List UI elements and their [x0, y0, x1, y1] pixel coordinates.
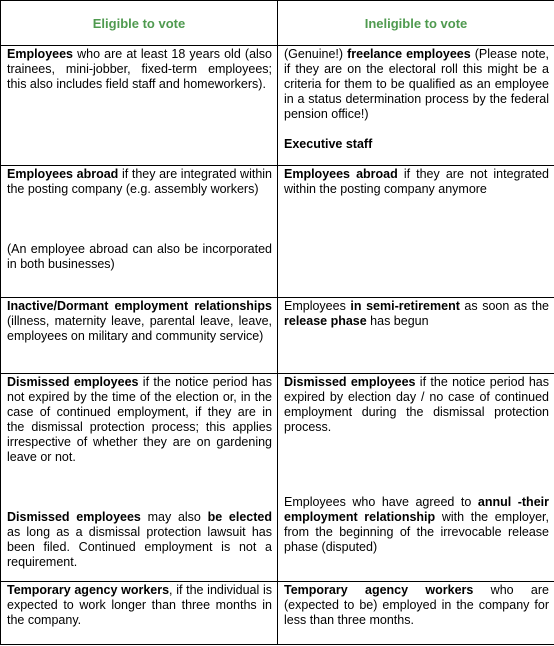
bold-text: be elected	[207, 510, 273, 524]
text: if the notice period has expired by election day / no case of continued employment during the dismissal protection process.	[284, 375, 550, 434]
header-ineligible: Ineligible to vote	[278, 1, 554, 46]
cell-paragraph	[7, 510, 272, 570]
text: (illness, maternity leave, parental leave, leave, employees on military and community service)	[7, 314, 272, 343]
text: has begun	[366, 314, 429, 328]
bold-text: annul -their employment relationship	[284, 495, 549, 524]
header-eligible: Eligible to vote	[1, 1, 278, 46]
text: (Please note, if they are on the electoral roll this might be a criteria for them to be qualified as an employee in a status determination process by the federal pension office!)	[284, 47, 549, 121]
bold-text: Employees	[7, 47, 74, 61]
table-row	[1, 46, 554, 166]
table-row	[1, 374, 554, 582]
bold-text: Employees abroad	[284, 167, 398, 181]
bold-text: Dismissed employees	[7, 375, 139, 389]
bold-text: Executive staff	[284, 137, 373, 151]
bold-text: freelance employees	[347, 47, 471, 61]
text: Employees who have agreed to	[284, 495, 478, 509]
eligible-cell	[1, 46, 278, 166]
text: , if the individual is expected to work longer than three months in the company.	[7, 583, 272, 627]
cell-paragraph	[284, 375, 549, 435]
cell-paragraph	[284, 583, 549, 628]
eligible-cell	[1, 374, 278, 582]
cell-paragraph	[284, 137, 549, 152]
ineligible-cell	[278, 46, 554, 166]
ineligible-cell	[278, 582, 554, 645]
text: (Genuine!)	[284, 47, 348, 61]
bold-text: Employees abroad	[7, 167, 119, 181]
bold-text: Inactive/Dormant employment relationships	[7, 299, 272, 313]
text: who are at least 18 years old (also trainees, mini-jobber, fixed-term employees; this also includes field staff and homeworkers).	[7, 47, 272, 91]
cell-paragraph	[284, 495, 549, 555]
bold-text: release phase	[284, 314, 367, 328]
bold-text: Dismissed employees	[7, 510, 141, 524]
text: if they are integrated within the posting company (e.g. assembly workers)	[7, 167, 272, 196]
cell-paragraph	[7, 242, 272, 272]
text: as long as a dismissal protection lawsuit has been filed. Continued employment is not a requirement.	[7, 525, 272, 569]
text: if the notice period has not expired by the time of the election or, in the case of continued employment, if they are in the dismissal protection process; this applies irrespective of whether they are on gardening leave or not.	[7, 375, 273, 464]
eligible-cell	[1, 582, 278, 645]
text: if they are not integrated within the posting company anymore	[284, 167, 549, 196]
cell-paragraph	[7, 167, 272, 197]
ineligible-cell	[278, 374, 554, 582]
text: with the employer, from the beginning of the irrevocable release phase (disputed)	[284, 510, 549, 554]
text: may also	[140, 510, 208, 524]
text: Employees	[284, 299, 351, 313]
bold-text: Temporary agency workers	[284, 583, 474, 597]
cell-paragraph	[7, 47, 272, 92]
bold-text: Temporary agency workers	[7, 583, 170, 597]
text: as soon as the	[459, 299, 550, 313]
eligible-cell	[1, 166, 278, 298]
eligible-cell	[1, 298, 278, 374]
cell-paragraph	[7, 299, 272, 344]
bold-text: Dismissed employees	[284, 375, 416, 389]
bold-text: in semi-retirement	[350, 299, 460, 313]
table-row	[1, 582, 554, 645]
table-row	[1, 298, 554, 374]
table-row	[1, 166, 554, 298]
cell-paragraph	[7, 583, 272, 628]
cell-paragraph	[7, 375, 272, 465]
text: who are (expected to be) employed in the company for less than three months.	[284, 583, 549, 627]
ineligible-cell	[278, 298, 554, 374]
text: (An employee abroad can also be incorporated in both businesses)	[7, 242, 272, 271]
cell-paragraph	[284, 167, 549, 197]
ineligible-cell	[278, 166, 554, 298]
header-row	[1, 1, 554, 46]
cell-paragraph	[284, 47, 549, 122]
cell-paragraph	[284, 299, 549, 329]
